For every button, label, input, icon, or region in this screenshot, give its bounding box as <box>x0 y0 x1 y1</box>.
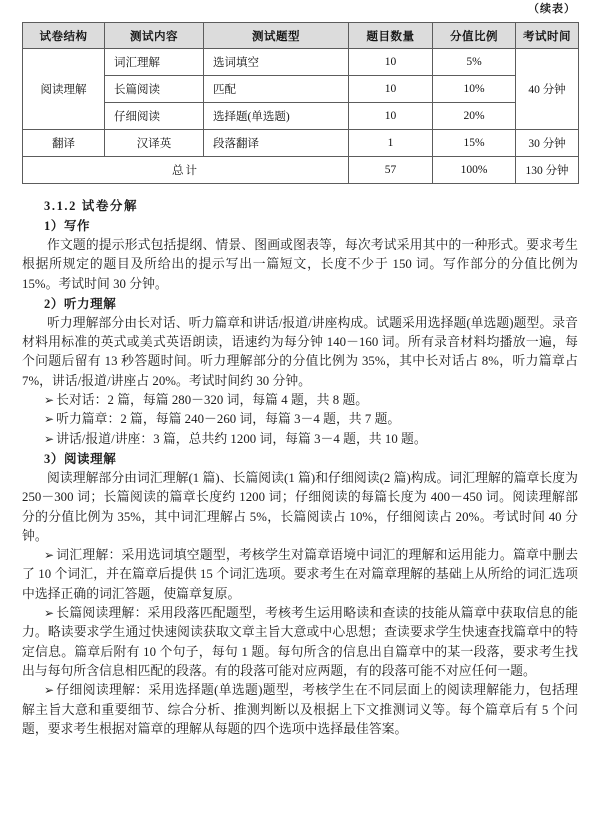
cell-total-label: 总计 <box>23 157 349 184</box>
list-item-label: 长对话：2 篇，每篇 280－320 词，每篇 4 题，共 8 题。 <box>56 393 369 408</box>
cell-type-vocabulary: 选词填空 <box>204 49 349 76</box>
cell-weight-careful: 20% <box>433 103 516 130</box>
cell-content-careful: 仔细阅读 <box>105 103 204 130</box>
cell-content-translation: 汉译英 <box>105 130 204 157</box>
cell-content-longreading: 长篇阅读 <box>105 76 204 103</box>
cell-structure-translation: 翻译 <box>23 130 105 157</box>
arrow-bullet-icon: ➢ <box>44 683 55 698</box>
list-item-label: 长篇阅读理解：采用段落匹配题型，考核考生运用略读和查读的技能从篇章中获取信息的能力。略读要求学生通过快速阅读获取文章主旨大意或中心思想；查读要求学生快速查找篇章中的特定信息。篇章后附有 10 个句子，每句 1 题。每句所含的信息出自篇章中的某一段落，要求考生找出与每句所含信息相匹配的段落。有的段落可能对应两题，有的段落可能不对应任何一题。 <box>22 606 578 678</box>
list-item <box>22 604 578 681</box>
table-total-row <box>23 157 579 184</box>
arrow-bullet-icon: ➢ <box>44 606 55 621</box>
exam-structure-table <box>22 22 579 184</box>
cell-count-vocabulary: 10 <box>349 49 433 76</box>
cell-count-longreading: 10 <box>349 76 433 103</box>
cell-count-translation: 1 <box>349 130 433 157</box>
table-row <box>23 76 579 103</box>
cell-time-translation: 30 分钟 <box>516 130 579 157</box>
exam-structure-table-wrapper <box>22 22 578 184</box>
cell-weight-vocabulary: 5% <box>433 49 516 76</box>
arrow-bullet-icon: ➢ <box>44 412 55 427</box>
cell-time-reading: 40 分钟 <box>516 49 579 130</box>
cell-total-time: 130 分钟 <box>516 157 579 184</box>
list-item-label: 听力篇章：2 篇，每篇 240－260 词，每篇 3－4 题，共 7 题。 <box>56 412 401 427</box>
paragraph-writing: 作文题的提示形式包括提纲、情景、图画或图表等，每次考试采用其中的一种形式。要求考生根据所规定的题目及所给出的提示写出一篇短文，长度不少于 150 词。写作部分的分值比例为 15%。考试时间 30 分钟。 <box>22 238 578 291</box>
section-heading: 3.1.2 试卷分解 <box>44 199 139 213</box>
arrow-bullet-icon: ➢ <box>44 431 55 446</box>
cell-weight-translation: 15% <box>433 130 516 157</box>
table-row <box>23 103 579 130</box>
table-header-row <box>23 23 579 49</box>
column-header-count: 题目数量 <box>349 23 433 49</box>
cell-structure-reading: 阅读理解 <box>23 49 105 130</box>
cell-content-vocabulary: 词汇理解 <box>105 49 204 76</box>
column-header-weight: 分值比例 <box>433 23 516 49</box>
cell-total-count: 57 <box>349 157 433 184</box>
cell-type-translation: 段落翻译 <box>204 130 349 157</box>
list-item <box>22 391 578 410</box>
list-item <box>22 430 578 449</box>
arrow-bullet-icon: ➢ <box>44 393 55 408</box>
cell-count-careful: 10 <box>349 103 433 130</box>
column-header-structure: 试卷结构 <box>23 23 105 49</box>
list-item-label: 讲话/报道/讲座：3 篇，总共约 1200 词，每篇 3－4 题，共 10 题。 <box>56 431 427 446</box>
list-item-label: 仔细阅读理解：采用选择题(单选题)题型，考核学生在不同层面上的阅读理解能力，包括理解主旨大意和重要细节、综合分析、推测判断以及根据上下文推测词义等。每个篇章后有 5 个问题，要求考生根据对篇章的理解从每题的四个选项中选择最佳答案。 <box>22 683 578 736</box>
list-item <box>22 410 578 429</box>
cell-type-longreading: 匹配 <box>204 76 349 103</box>
subsection-heading-reading: 3）阅读理解 <box>44 451 117 466</box>
subsection-heading-listening: 2）听力理解 <box>44 296 117 311</box>
paragraph-reading: 阅读理解部分由词汇理解(1 篇)、长篇阅读(1 篇)和仔细阅读(2 篇)构成。词汇理解的篇章长度为 250－300 词；长篇阅读的篇章长度约 1200 词；仔细阅读的每篇长度为 400－450 词。阅读理解部分的分值比例为 35%，其中词汇理解占 5%，长篇阅读占 10%，仔细阅读占 20%。考试时间 40 分钟。 <box>22 470 578 543</box>
column-header-content: 测试内容 <box>105 23 204 49</box>
continued-table-marker: （续表） <box>528 3 576 15</box>
paragraph-listening: 听力理解部分由长对话、听力篇章和讲话/报道/讲座构成。试题采用选择题(单选题)题型。录音材料用标准的英式或美式英语朗读，语速约为每分钟 140－160 词。所有录音材料均播放一遍，每个问题后留有 13 秒答题时间。听力理解部分的分值比例为 35%，其中长对话占 8%，听力篇章占 7%，讲话/报道/讲座占 20%。考试时间约 30 分钟。 <box>22 315 578 388</box>
table-row <box>23 130 579 157</box>
cell-weight-longreading: 10% <box>433 76 516 103</box>
column-header-time: 考试时间 <box>516 23 579 49</box>
subsection-heading-writing: 1）写作 <box>44 219 91 233</box>
list-item <box>22 546 578 604</box>
list-item <box>22 681 578 739</box>
list-item-label: 词汇理解：采用选词填空题型，考核学生对篇章语境中词汇的理解和运用能力。篇章中删去了 10 个词汇，并在篇章后提供 15 个词汇选项。要求考生在对篇章理解的基础上从所给的词汇选项中选择正确的词汇答题，使篇章复原。 <box>22 548 578 601</box>
cell-total-weight: 100% <box>433 157 516 184</box>
table-row <box>23 49 579 76</box>
cell-type-careful: 选择题(单选题) <box>204 103 349 130</box>
column-header-type: 测试题型 <box>204 23 349 49</box>
arrow-bullet-icon: ➢ <box>44 548 55 563</box>
